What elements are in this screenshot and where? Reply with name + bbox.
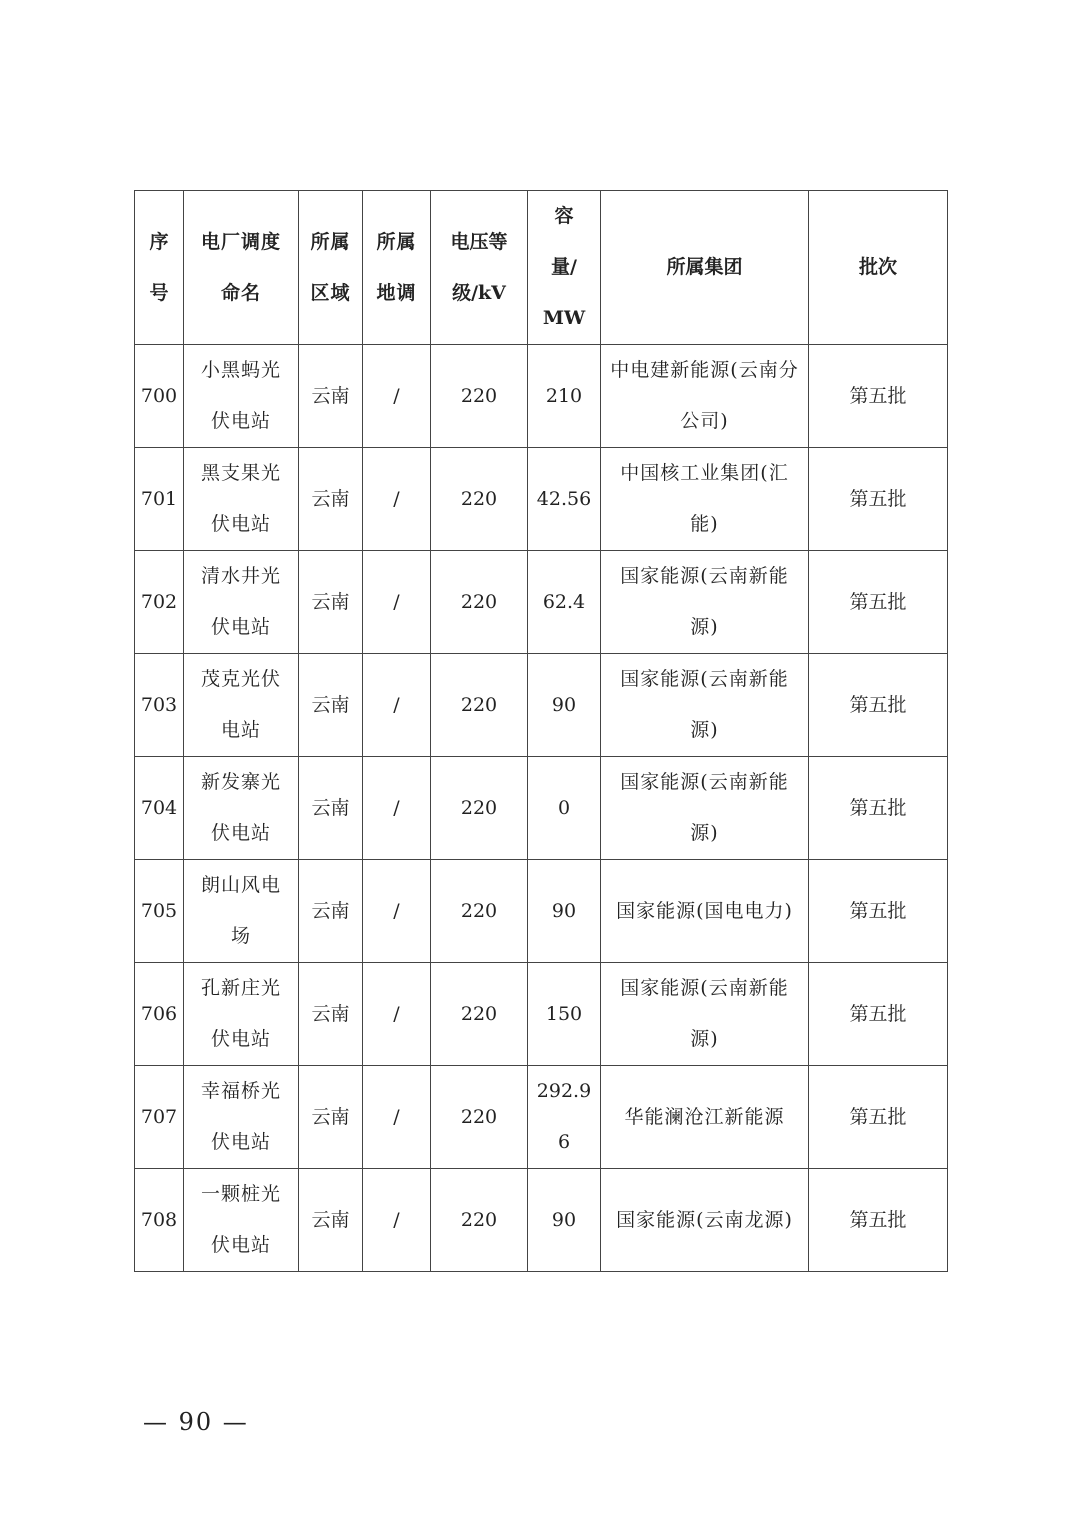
cell-batch: 第五批	[809, 963, 948, 1066]
table-row	[135, 1169, 948, 1272]
cell-region: 云南	[299, 1169, 363, 1272]
cell-seq: 701	[135, 448, 184, 551]
cell-capacity: 42.56	[528, 448, 601, 551]
cell-seq: 702	[135, 551, 184, 654]
cell-voltage: 220	[431, 448, 528, 551]
cell-capacity: 90	[528, 1169, 601, 1272]
cell-group: 国家能源(云南新能源)	[601, 757, 809, 860]
cell-dispatch: /	[363, 757, 431, 860]
cell-plant-name: 清水井光伏电站	[184, 551, 299, 654]
cell-plant-name: 朗山风电场	[184, 860, 299, 963]
header-capacity: 容量/MW	[528, 191, 601, 345]
cell-capacity: 210	[528, 345, 601, 448]
cell-group: 国家能源(国电电力)	[601, 860, 809, 963]
header-batch: 批次	[809, 191, 948, 345]
cell-seq: 704	[135, 757, 184, 860]
cell-capacity: 150	[528, 963, 601, 1066]
cell-plant-name: 幸福桥光伏电站	[184, 1066, 299, 1169]
header-region: 所属区域	[299, 191, 363, 345]
table-row	[135, 448, 948, 551]
table-row	[135, 860, 948, 963]
cell-group: 中电建新能源(云南分公司)	[601, 345, 809, 448]
cell-capacity: 90	[528, 860, 601, 963]
table-row	[135, 963, 948, 1066]
cell-plant-name: 孔新庄光伏电站	[184, 963, 299, 1066]
table-row	[135, 345, 948, 448]
cell-dispatch: /	[363, 654, 431, 757]
header-group: 所属集团	[601, 191, 809, 345]
cell-region: 云南	[299, 345, 363, 448]
cell-seq: 703	[135, 654, 184, 757]
table-row	[135, 654, 948, 757]
cell-plant-name: 一颗桩光伏电站	[184, 1169, 299, 1272]
cell-batch: 第五批	[809, 654, 948, 757]
cell-capacity: 292.96	[528, 1066, 601, 1169]
cell-seq: 700	[135, 345, 184, 448]
cell-seq: 705	[135, 860, 184, 963]
cell-group: 中国核工业集团(汇能)	[601, 448, 809, 551]
cell-seq: 707	[135, 1066, 184, 1169]
cell-region: 云南	[299, 1066, 363, 1169]
cell-dispatch: /	[363, 1066, 431, 1169]
cell-voltage: 220	[431, 345, 528, 448]
cell-plant-name: 新发寨光伏电站	[184, 757, 299, 860]
cell-voltage: 220	[431, 963, 528, 1066]
cell-capacity: 90	[528, 654, 601, 757]
cell-region: 云南	[299, 860, 363, 963]
cell-plant-name: 茂克光伏电站	[184, 654, 299, 757]
table-row	[135, 551, 948, 654]
cell-plant-name: 黑支果光伏电站	[184, 448, 299, 551]
cell-voltage: 220	[431, 1169, 528, 1272]
cell-batch: 第五批	[809, 1066, 948, 1169]
cell-region: 云南	[299, 757, 363, 860]
page-number: — 90 —	[143, 1408, 249, 1436]
cell-batch: 第五批	[809, 1169, 948, 1272]
cell-voltage: 220	[431, 1066, 528, 1169]
header-name: 电厂调度命名	[184, 191, 299, 345]
cell-voltage: 220	[431, 757, 528, 860]
cell-dispatch: /	[363, 345, 431, 448]
header-voltage: 电压等级/kV	[431, 191, 528, 345]
cell-group: 国家能源(云南新能源)	[601, 654, 809, 757]
cell-region: 云南	[299, 654, 363, 757]
table-body	[135, 345, 948, 1272]
cell-plant-name: 小黑蚂光伏电站	[184, 345, 299, 448]
cell-voltage: 220	[431, 551, 528, 654]
table-row	[135, 1066, 948, 1169]
cell-capacity: 0	[528, 757, 601, 860]
cell-batch: 第五批	[809, 860, 948, 963]
cell-group: 国家能源(云南新能源)	[601, 551, 809, 654]
header-dispatch: 所属地调	[363, 191, 431, 345]
cell-batch: 第五批	[809, 757, 948, 860]
cell-voltage: 220	[431, 654, 528, 757]
cell-batch: 第五批	[809, 448, 948, 551]
header-seq: 序号	[135, 191, 184, 345]
cell-dispatch: /	[363, 551, 431, 654]
cell-seq: 708	[135, 1169, 184, 1272]
cell-voltage: 220	[431, 860, 528, 963]
cell-region: 云南	[299, 551, 363, 654]
cell-capacity: 62.4	[528, 551, 601, 654]
cell-group: 华能澜沧江新能源	[601, 1066, 809, 1169]
table-header-row	[135, 191, 948, 345]
cell-batch: 第五批	[809, 345, 948, 448]
cell-region: 云南	[299, 448, 363, 551]
cell-dispatch: /	[363, 963, 431, 1066]
table-row	[135, 757, 948, 860]
cell-dispatch: /	[363, 860, 431, 963]
cell-group: 国家能源(云南龙源)	[601, 1169, 809, 1272]
cell-region: 云南	[299, 963, 363, 1066]
power-plant-table	[134, 190, 948, 1272]
cell-dispatch: /	[363, 1169, 431, 1272]
cell-dispatch: /	[363, 448, 431, 551]
cell-group: 国家能源(云南新能源)	[601, 963, 809, 1066]
cell-batch: 第五批	[809, 551, 948, 654]
cell-seq: 706	[135, 963, 184, 1066]
